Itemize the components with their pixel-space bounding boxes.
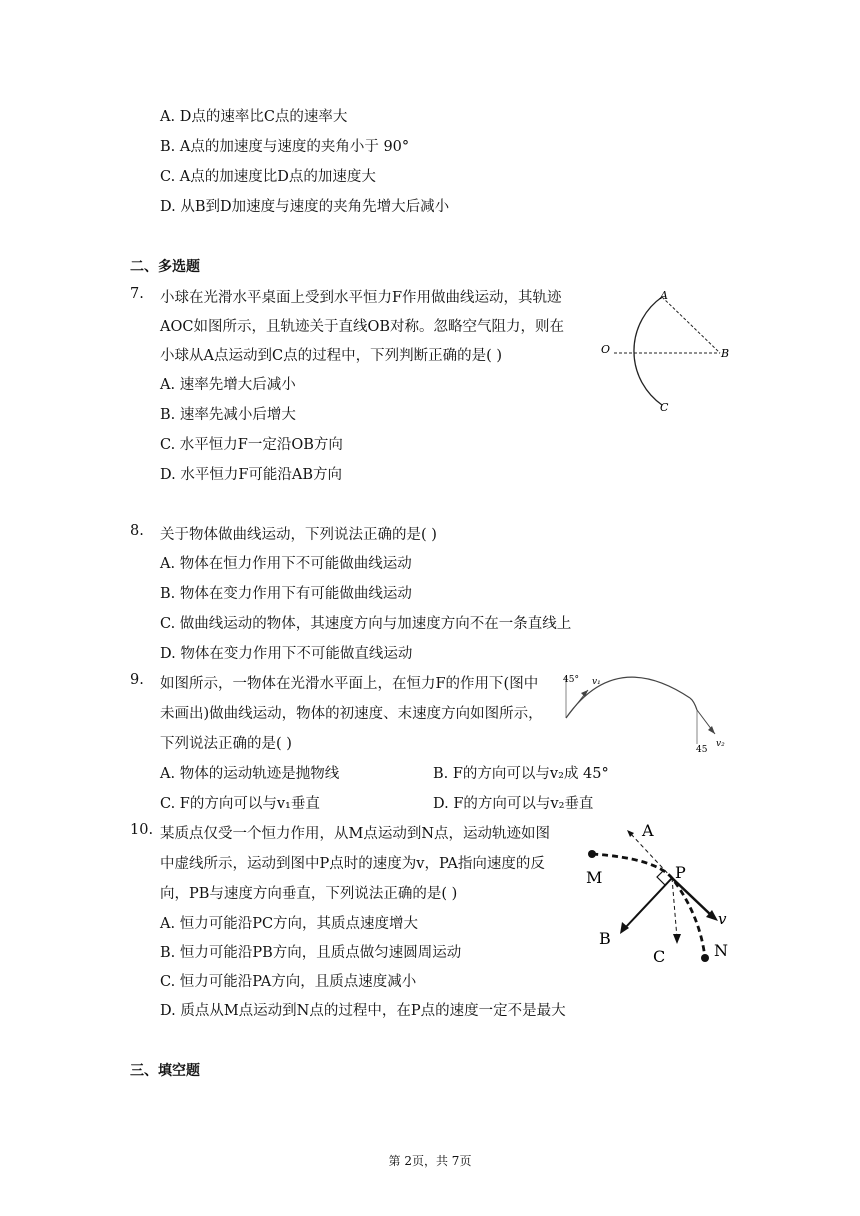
- q7-fig-label-o: O: [601, 343, 611, 356]
- section-heading-fill-in: 三、填空题: [130, 1063, 200, 1079]
- q7-option-c: C. 水平恒力F一定沿OB方向: [160, 437, 343, 453]
- q9-fig-label-angle-2: 45: [696, 745, 708, 755]
- q9-stem-line-2: 未画出)做曲线运动，物体的初速度、末速度方向如图所示，: [160, 706, 543, 722]
- q8-option-c: C. 做曲线运动的物体，其速度方向与加速度方向不在一条直线上: [160, 616, 572, 632]
- q7-fig-label-b: B: [721, 347, 730, 360]
- q7-stem-line-2: AOC如图所示，且轨迹关于直线OB对称。忽略空气阻力，则在: [160, 319, 564, 335]
- q7-number: 7.: [130, 286, 144, 302]
- q9-trajectory-figure: [560, 668, 740, 758]
- q8-option-a: A. 物体在恒力作用下不可能做曲线运动: [160, 556, 412, 572]
- q9-option-b: B. F的方向可以与v₂成 45°: [433, 766, 609, 782]
- q7-option-d: D. 水平恒力F可能沿AB方向: [160, 467, 343, 483]
- q10-fig-label-b: B: [599, 929, 611, 948]
- q7-fig-label-c: C: [660, 401, 669, 414]
- q6-option-c: C. A点的加速度比D点的加速度大: [160, 169, 376, 185]
- q9-number: 9.: [130, 672, 144, 688]
- q9-stem-line-1: 如图所示，一物体在光滑水平面上，在恒力F的作用下(图中: [160, 676, 539, 692]
- q9-option-d: D. F的方向可以与v₂垂直: [433, 796, 594, 812]
- q10-fig-label-p: P: [675, 863, 686, 882]
- q7-option-b: B. 速率先减小后增大: [160, 407, 296, 423]
- q10-fig-label-n: N: [714, 941, 728, 960]
- q10-fig-label-v: v: [718, 910, 727, 928]
- q7-option-a: A. 速率先增大后减小: [160, 377, 296, 393]
- q10-force-figure: [580, 820, 740, 970]
- q10-option-b: B. 恒力可能沿PB方向，且质点做匀速圆周运动: [160, 945, 462, 961]
- q9-fig-label-v1: v₁: [592, 677, 601, 687]
- q9-fig-label-v2: v₂: [716, 739, 725, 749]
- q6-option-b: B. A点的加速度与速度的夹角小于 90°: [160, 139, 410, 155]
- q10-number: 10.: [130, 822, 154, 838]
- q6-option-d: D. 从B到D加速度与速度的夹角先增大后减小: [160, 199, 450, 215]
- q7-fig-label-a: A: [660, 289, 668, 302]
- q9-option-a: A. 物体的运动轨迹是抛物线: [160, 766, 340, 782]
- q7-trajectory-figure: [590, 285, 750, 420]
- q10-fig-label-m: M: [586, 868, 603, 887]
- q10-stem-line-1: 某质点仅受一个恒力作用，从M点运动到N点，运动轨迹如图: [160, 826, 551, 842]
- q8-stem: 关于物体做曲线运动，下列说法正确的是( ): [160, 527, 437, 543]
- q7-stem-line-1: 小球在光滑水平桌面上受到水平恒力F作用做曲线运动，其轨迹: [160, 290, 562, 306]
- section-heading-multiple-choice: 二、多选题: [130, 259, 200, 275]
- page-footer: 第 2页，共 7页: [388, 1154, 472, 1168]
- q9-option-c: C. F的方向可以与v₁垂直: [160, 796, 320, 812]
- q8-option-b: B. 物体在变力作用下有可能做曲线运动: [160, 586, 412, 602]
- q10-option-c: C. 恒力可能沿PA方向，且质点速度减小: [160, 974, 417, 990]
- q10-fig-label-a: A: [642, 821, 654, 840]
- q6-option-a: A. D点的速率比C点的速率大: [160, 109, 348, 125]
- q10-option-a: A. 恒力可能沿PC方向，其质点速度增大: [160, 916, 419, 932]
- q10-stem-line-3: 向，PB与速度方向垂直，下列说法正确的是( ): [160, 886, 458, 902]
- q10-stem-line-2: 中虚线所示，运动到图中P点时的速度为v，PA指向速度的反: [160, 856, 545, 872]
- q10-fig-label-c: C: [653, 947, 666, 966]
- q7-stem-line-3: 小球从A点运动到C点的过程中，下列判断正确的是( ): [160, 348, 502, 364]
- q8-number: 8.: [130, 523, 144, 539]
- q10-option-d: D. 质点从M点运动到N点的过程中，在P点的速度一定不是最大: [160, 1003, 566, 1019]
- q8-option-d: D. 物体在变力作用下不可能做直线运动: [160, 646, 413, 662]
- q9-stem-line-3: 下列说法正确的是( ): [160, 736, 292, 752]
- q9-fig-label-angle-1: 45°: [563, 675, 579, 685]
